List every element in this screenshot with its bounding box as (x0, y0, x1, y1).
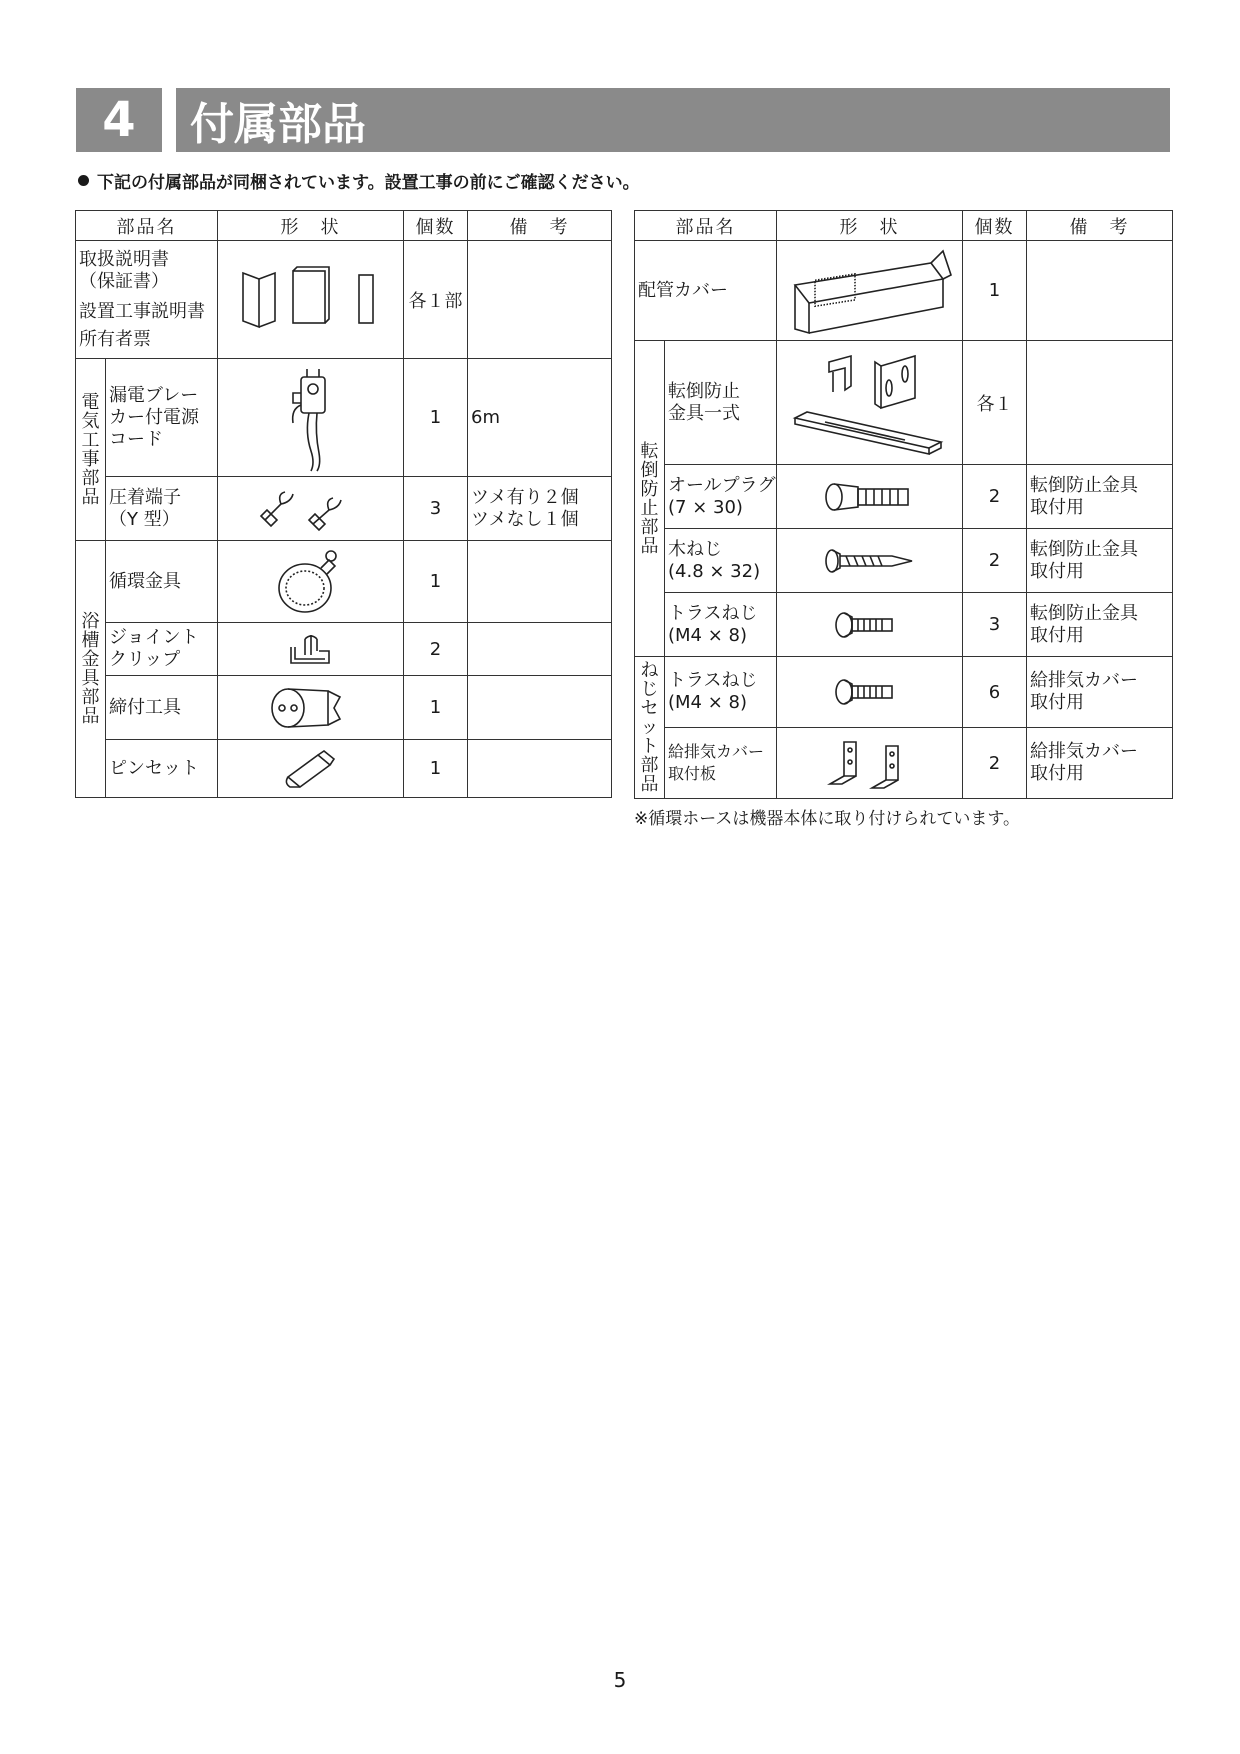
part-name-bracket: 転倒防止 金具一式 (665, 341, 777, 465)
part-name-terminal: 圧着端子 （Y 型） (106, 477, 218, 541)
shape-cover (777, 241, 963, 341)
shape-plug (777, 465, 963, 529)
tightening-tool-icon (266, 683, 356, 733)
qty-cord: 1 (404, 359, 468, 477)
mounting-plate-icon (820, 736, 920, 790)
table-row (76, 740, 612, 798)
category-bath: 浴 槽 金 具 部 品 (76, 541, 106, 798)
part-name-tweezers: ピンセット (106, 740, 218, 798)
part-name-plug: オールプラグ (7 × 30) (665, 465, 777, 529)
table-row (635, 529, 1173, 593)
part-name-fitting: 循環金具 (106, 541, 218, 623)
note-tweezers (468, 740, 612, 798)
table-row (635, 593, 1173, 657)
note-terminal: ツメ有り２個 ツメなし１個 (468, 477, 612, 541)
pipe-cover-icon (785, 245, 955, 337)
qty-fitting: 1 (404, 541, 468, 623)
table-row (76, 241, 612, 359)
table-row (635, 465, 1173, 529)
shape-truss-antitip (777, 593, 963, 657)
col-header-shape: 形 状 (777, 211, 963, 241)
shape-terminal (218, 477, 404, 541)
qty-woodscrew: 2 (963, 529, 1027, 593)
shape-woodscrew (777, 529, 963, 593)
table-row (635, 241, 1173, 341)
shape-fitting (218, 541, 404, 623)
parts-table-right (634, 210, 1173, 799)
note-cord: 6m (468, 359, 612, 477)
table-row (76, 477, 612, 541)
intro-text (78, 168, 640, 193)
table-row (76, 676, 612, 740)
note-plate: 給排気カバー 取付用 (1027, 728, 1173, 799)
col-header-shape: 形 状 (218, 211, 404, 241)
table-row (635, 728, 1173, 799)
section-header (76, 88, 1170, 152)
section-number: 4 (76, 88, 162, 152)
shape-tweezers (218, 740, 404, 798)
category-screwset: ね じ セ ッ ト 部 品 (635, 657, 665, 799)
note-cover (1027, 241, 1173, 341)
col-header-qty: 個数 (963, 211, 1027, 241)
shape-truss-screwset (777, 657, 963, 728)
wall-plug-icon (820, 477, 920, 517)
truss-screw-icon (830, 608, 910, 642)
table-row (635, 657, 1173, 728)
col-header-note: 備 考 (468, 211, 612, 241)
shape-clip (218, 623, 404, 676)
shape-manuals (218, 241, 404, 359)
part-name-plate: 給排気カバー 取付板 (665, 728, 777, 799)
note-woodscrew: 転倒防止金具 取付用 (1027, 529, 1173, 593)
note-fitting (468, 541, 612, 623)
booklets-icon (231, 265, 391, 335)
note-manuals (468, 241, 612, 359)
page-number: 5 (613, 1668, 627, 1692)
tweezers-icon (276, 747, 346, 791)
note-truss-antitip: 転倒防止金具 取付用 (1027, 593, 1173, 657)
joint-clip-icon (281, 627, 341, 671)
table-row (76, 359, 612, 477)
part-name-tool: 締付工具 (106, 676, 218, 740)
category-electrical: 電 気 工 事 部 品 (76, 359, 106, 541)
col-header-note: 備 考 (1027, 211, 1173, 241)
shape-cord (218, 359, 404, 477)
anti-tip-bracket-icon (785, 348, 955, 458)
category-antitip: 転 倒 防 止 部 品 (635, 341, 665, 657)
qty-bracket: 各１ (963, 341, 1027, 465)
qty-clip: 2 (404, 623, 468, 676)
power-cord-icon (271, 363, 351, 473)
parts-table-left (75, 210, 612, 798)
note-bracket (1027, 341, 1173, 465)
qty-truss-antitip: 3 (963, 593, 1027, 657)
part-name-manuals: 取扱説明書 （保証書） 設置工事説明書 所有者票 (76, 241, 218, 359)
table-row (76, 623, 612, 676)
qty-tool: 1 (404, 676, 468, 740)
intro-label: 下記の付属部品が同梱されています。設置工事の前にご確認ください。 (97, 173, 640, 193)
table-row (76, 541, 612, 623)
shape-tool (218, 676, 404, 740)
qty-cover: 1 (963, 241, 1027, 341)
part-name-clip: ジョイント クリップ (106, 623, 218, 676)
note-tool (468, 676, 612, 740)
col-header-qty: 個数 (404, 211, 468, 241)
footnote: ※循環ホースは機器本体に取り付けられています。 (634, 809, 1021, 829)
qty-plug: 2 (963, 465, 1027, 529)
wood-screw-icon (820, 544, 920, 578)
part-name-cover: 配管カバー (635, 241, 777, 341)
qty-terminal: 3 (404, 477, 468, 541)
part-name-woodscrew: 木ねじ (4.8 × 32) (665, 529, 777, 593)
shape-plate (777, 728, 963, 799)
col-header-name: 部品名 (635, 211, 777, 241)
qty-plate: 2 (963, 728, 1027, 799)
circulation-fitting-icon (271, 544, 351, 620)
qty-manuals: 各１部 (404, 241, 468, 359)
bullet-icon (78, 175, 89, 186)
note-clip (468, 623, 612, 676)
crimp-terminal-icon (251, 484, 371, 534)
part-name-cord: 漏電ブレー カー付電源 コード (106, 359, 218, 477)
part-name-truss-antitip: トラスねじ (M4 × 8) (665, 593, 777, 657)
qty-tweezers: 1 (404, 740, 468, 798)
note-plug: 転倒防止金具 取付用 (1027, 465, 1173, 529)
note-truss-screwset: 給排気カバー 取付用 (1027, 657, 1173, 728)
table-row (635, 341, 1173, 465)
truss-screw-icon (830, 675, 910, 709)
part-name-truss-screwset: トラスねじ (M4 × 8) (665, 657, 777, 728)
shape-bracket (777, 341, 963, 465)
col-header-name: 部品名 (76, 211, 218, 241)
qty-truss-screwset: 6 (963, 657, 1027, 728)
section-title: 付属部品 (176, 88, 1170, 152)
